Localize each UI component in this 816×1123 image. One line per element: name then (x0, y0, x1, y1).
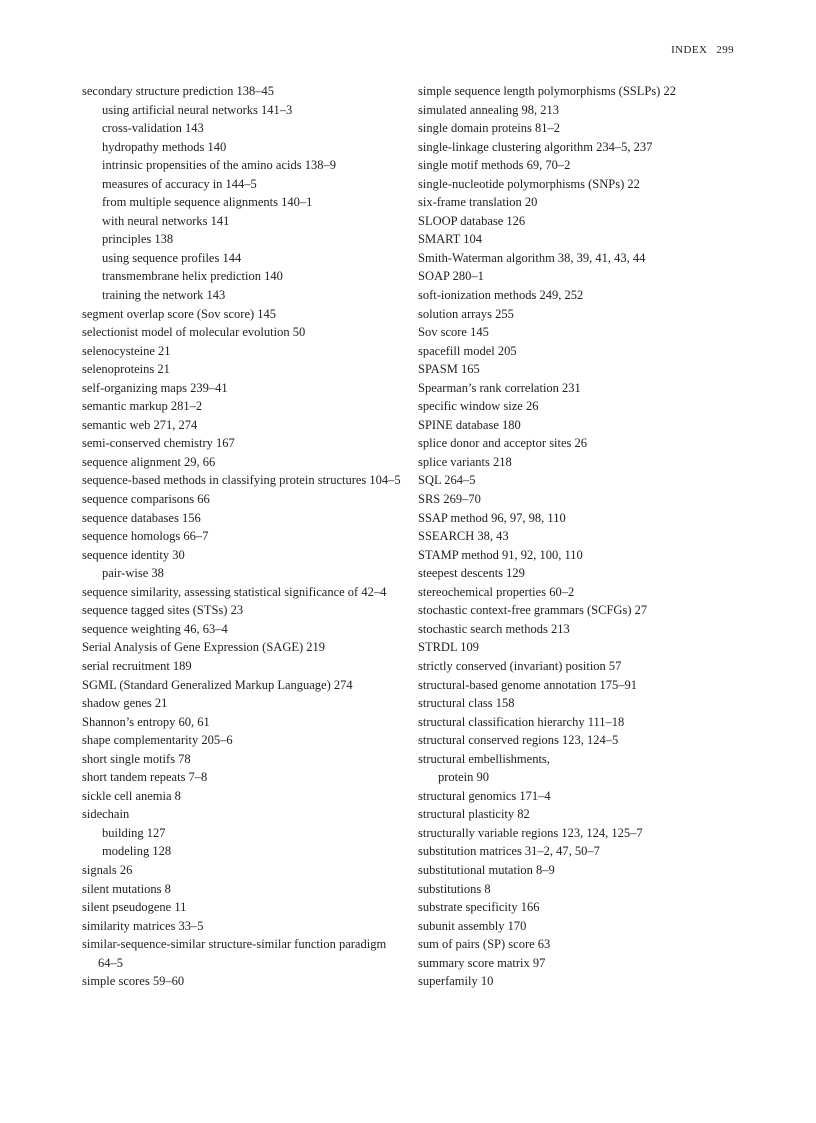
index-entry: serial recruitment 189 (82, 658, 192, 673)
index-entry: signals 26 (82, 862, 133, 877)
index-entry: sequence weighting 46, 63–4 (82, 621, 228, 636)
index-entry: segment overlap score (Sov score) 145 (82, 306, 277, 321)
index-subentry: cross-validation 143 (102, 121, 204, 136)
index-entry: SPASM 165 (418, 362, 480, 377)
index-entry: steepest descents 129 (418, 566, 525, 581)
index-entry: structural classification hierarchy 111–18 (418, 714, 625, 729)
index-entry: simulated annealing 98, 213 (418, 102, 559, 117)
index-entry: sequence homologs 66–7 (82, 529, 209, 544)
index-entry: STAMP method 91, 92, 100, 110 (418, 547, 583, 562)
index-entry: selectionist model of molecular evolution 50 (82, 325, 306, 340)
index-subentry: building 127 (102, 825, 166, 840)
index-entry: SOAP 280–1 (418, 269, 484, 284)
index-entry: single motif methods 69, 70–2 (418, 158, 571, 173)
index-entry: short single motifs 78 (82, 751, 191, 766)
index-entry: structural plasticity 82 (418, 807, 530, 822)
index-entry: secondary structure prediction 138–45 (82, 84, 274, 98)
index-entry: six-frame translation 20 (418, 195, 538, 210)
index-subentry: pair-wise 38 (102, 566, 164, 581)
index-entry: structural-based genome annotation 175–91 (418, 677, 638, 692)
index-entry: SQL 264–5 (418, 473, 476, 488)
index-subentry: principles 138 (102, 232, 174, 247)
index-entry: sequence-based methods in classifying protein structures 104–5 (82, 473, 401, 488)
index-entry: silent mutations 8 (82, 881, 171, 896)
index-subentry: training the network 143 (102, 288, 226, 303)
index-entry: selenoproteins 21 (82, 362, 170, 377)
index-entry: substitution matrices 31–2, 47, 50–7 (418, 844, 600, 859)
index-subentry: hydropathy methods 140 (102, 139, 227, 154)
index-entry: superfamily 10 (418, 974, 494, 989)
index-subentry: with neural networks 141 (102, 213, 230, 228)
index-entry: Shannon’s entropy 60, 61 (82, 714, 210, 729)
index-entry: Spearman’s rank correlation 231 (418, 380, 581, 395)
index-entry: strictly conserved (invariant) position 57 (418, 658, 622, 673)
index-entry: substrate specificity 166 (418, 900, 540, 915)
index-entry: structurally variable regions 123, 124, 125–7 (418, 825, 643, 840)
index-entry: single domain proteins 81–2 (418, 121, 560, 136)
index-entry: short tandem repeats 7–8 (82, 770, 208, 785)
index-entry: splice donor and acceptor sites 26 (418, 436, 588, 451)
index-entry: SGML (Standard Generalized Markup Language) 274 (82, 677, 353, 692)
index-entry: stereochemical properties 60–2 (418, 584, 575, 599)
index-entry: SSEARCH 38, 43 (418, 529, 509, 544)
index-column-left (82, 82, 400, 991)
index-entry: splice variants 218 (418, 454, 512, 469)
index-entry: sequence databases 156 (82, 510, 201, 525)
index-column-right (418, 82, 738, 991)
index-entry: stochastic context-free grammars (SCFGs) 27 (418, 603, 648, 618)
index-subentry: using artificial neural networks 141–3 (102, 102, 293, 117)
index-subentry: protein 90 (438, 770, 490, 785)
index-entry: summary score matrix 97 (418, 955, 546, 970)
index-entry: Sov score 145 (418, 325, 489, 340)
index-subentry: modeling 128 (102, 844, 172, 859)
index-entry: Serial Analysis of Gene Expression (SAGE) 219 (82, 640, 326, 655)
index-entry: structural class 158 (418, 696, 515, 711)
index-entry: spacefill model 205 (418, 343, 517, 358)
index-entry: silent pseudogene 11 (82, 900, 187, 915)
index-subentry: transmembrane helix prediction 140 (102, 269, 283, 284)
index-entry: structural genomics 171–4 (418, 788, 551, 803)
index-entry: sickle cell anemia 8 (82, 788, 181, 803)
index-entry: SRS 269–70 (418, 492, 481, 507)
index-entry: SLOOP database 126 (418, 213, 526, 228)
index-entry: similarity matrices 33–5 (82, 918, 204, 933)
index-entry: single-linkage clustering algorithm 234–5, 237 (418, 139, 653, 154)
index-subentry: from multiple sequence alignments 140–1 (102, 195, 313, 210)
index-entry: sequence alignment 29, 66 (82, 454, 216, 469)
index-entry: sequence identity 30 (82, 547, 185, 562)
index-entry: shadow genes 21 (82, 696, 168, 711)
index-entry: soft-ionization methods 249, 252 (418, 288, 584, 303)
index-subentry: measures of accuracy in 144–5 (102, 176, 257, 191)
index-entry: SPINE database 180 (418, 417, 521, 432)
index-entry: simple scores 59–60 (82, 974, 185, 989)
index-entry: simple sequence length polymorphisms (SSLPs) 22 (418, 84, 676, 98)
index-entry: self-organizing maps 239–41 (82, 380, 228, 395)
index-entry: subunit assembly 170 (418, 918, 527, 933)
index-entry: SMART 104 (418, 232, 482, 247)
index-subentry: intrinsic propensities of the amino acids 138–9 (102, 158, 336, 173)
index-entry: semi-conserved chemistry 167 (82, 436, 235, 451)
index-entry: solution arrays 255 (418, 306, 514, 321)
index-entry: stochastic search methods 213 (418, 621, 570, 636)
index-entry: structural conserved regions 123, 124–5 (418, 733, 619, 748)
index-entry: sum of pairs (SP) score 63 (418, 937, 551, 952)
index-subentry: using sequence profiles 144 (102, 250, 242, 265)
index-entry: sequence similarity, assessing statistical significance of 42–4 (82, 584, 387, 599)
index-entry: sequence tagged sites (STSs) 23 (82, 603, 244, 618)
index-entry: selenocysteine 21 (82, 343, 171, 358)
index-entry: substitutional mutation 8–9 (418, 862, 555, 877)
index-entry: similar-sequence-similar structure-similar function paradigm 64–5 (82, 937, 387, 970)
index-entry: semantic markup 281–2 (82, 399, 203, 414)
index-entry: semantic web 271, 274 (82, 417, 198, 432)
index-entry: sidechain (82, 807, 130, 822)
index-entry: Smith-Waterman algorithm 38, 39, 41, 43, 44 (418, 250, 646, 265)
index-entry: single-nucleotide polymorphisms (SNPs) 22 (418, 176, 640, 191)
index-entry: shape complementarity 205–6 (82, 733, 233, 748)
index-entry: STRDL 109 (418, 640, 479, 655)
running-header (671, 44, 734, 56)
index-entry: specific window size 26 (418, 399, 539, 414)
header-title: INDEX (671, 44, 708, 56)
index-entry: sequence comparisons 66 (82, 492, 210, 507)
index-entry: SSAP method 96, 97, 98, 110 (418, 510, 566, 525)
index-entry: substitutions 8 (418, 881, 491, 896)
index-entry: structural embellishments, (418, 751, 550, 766)
page-number: 299 (716, 44, 734, 56)
